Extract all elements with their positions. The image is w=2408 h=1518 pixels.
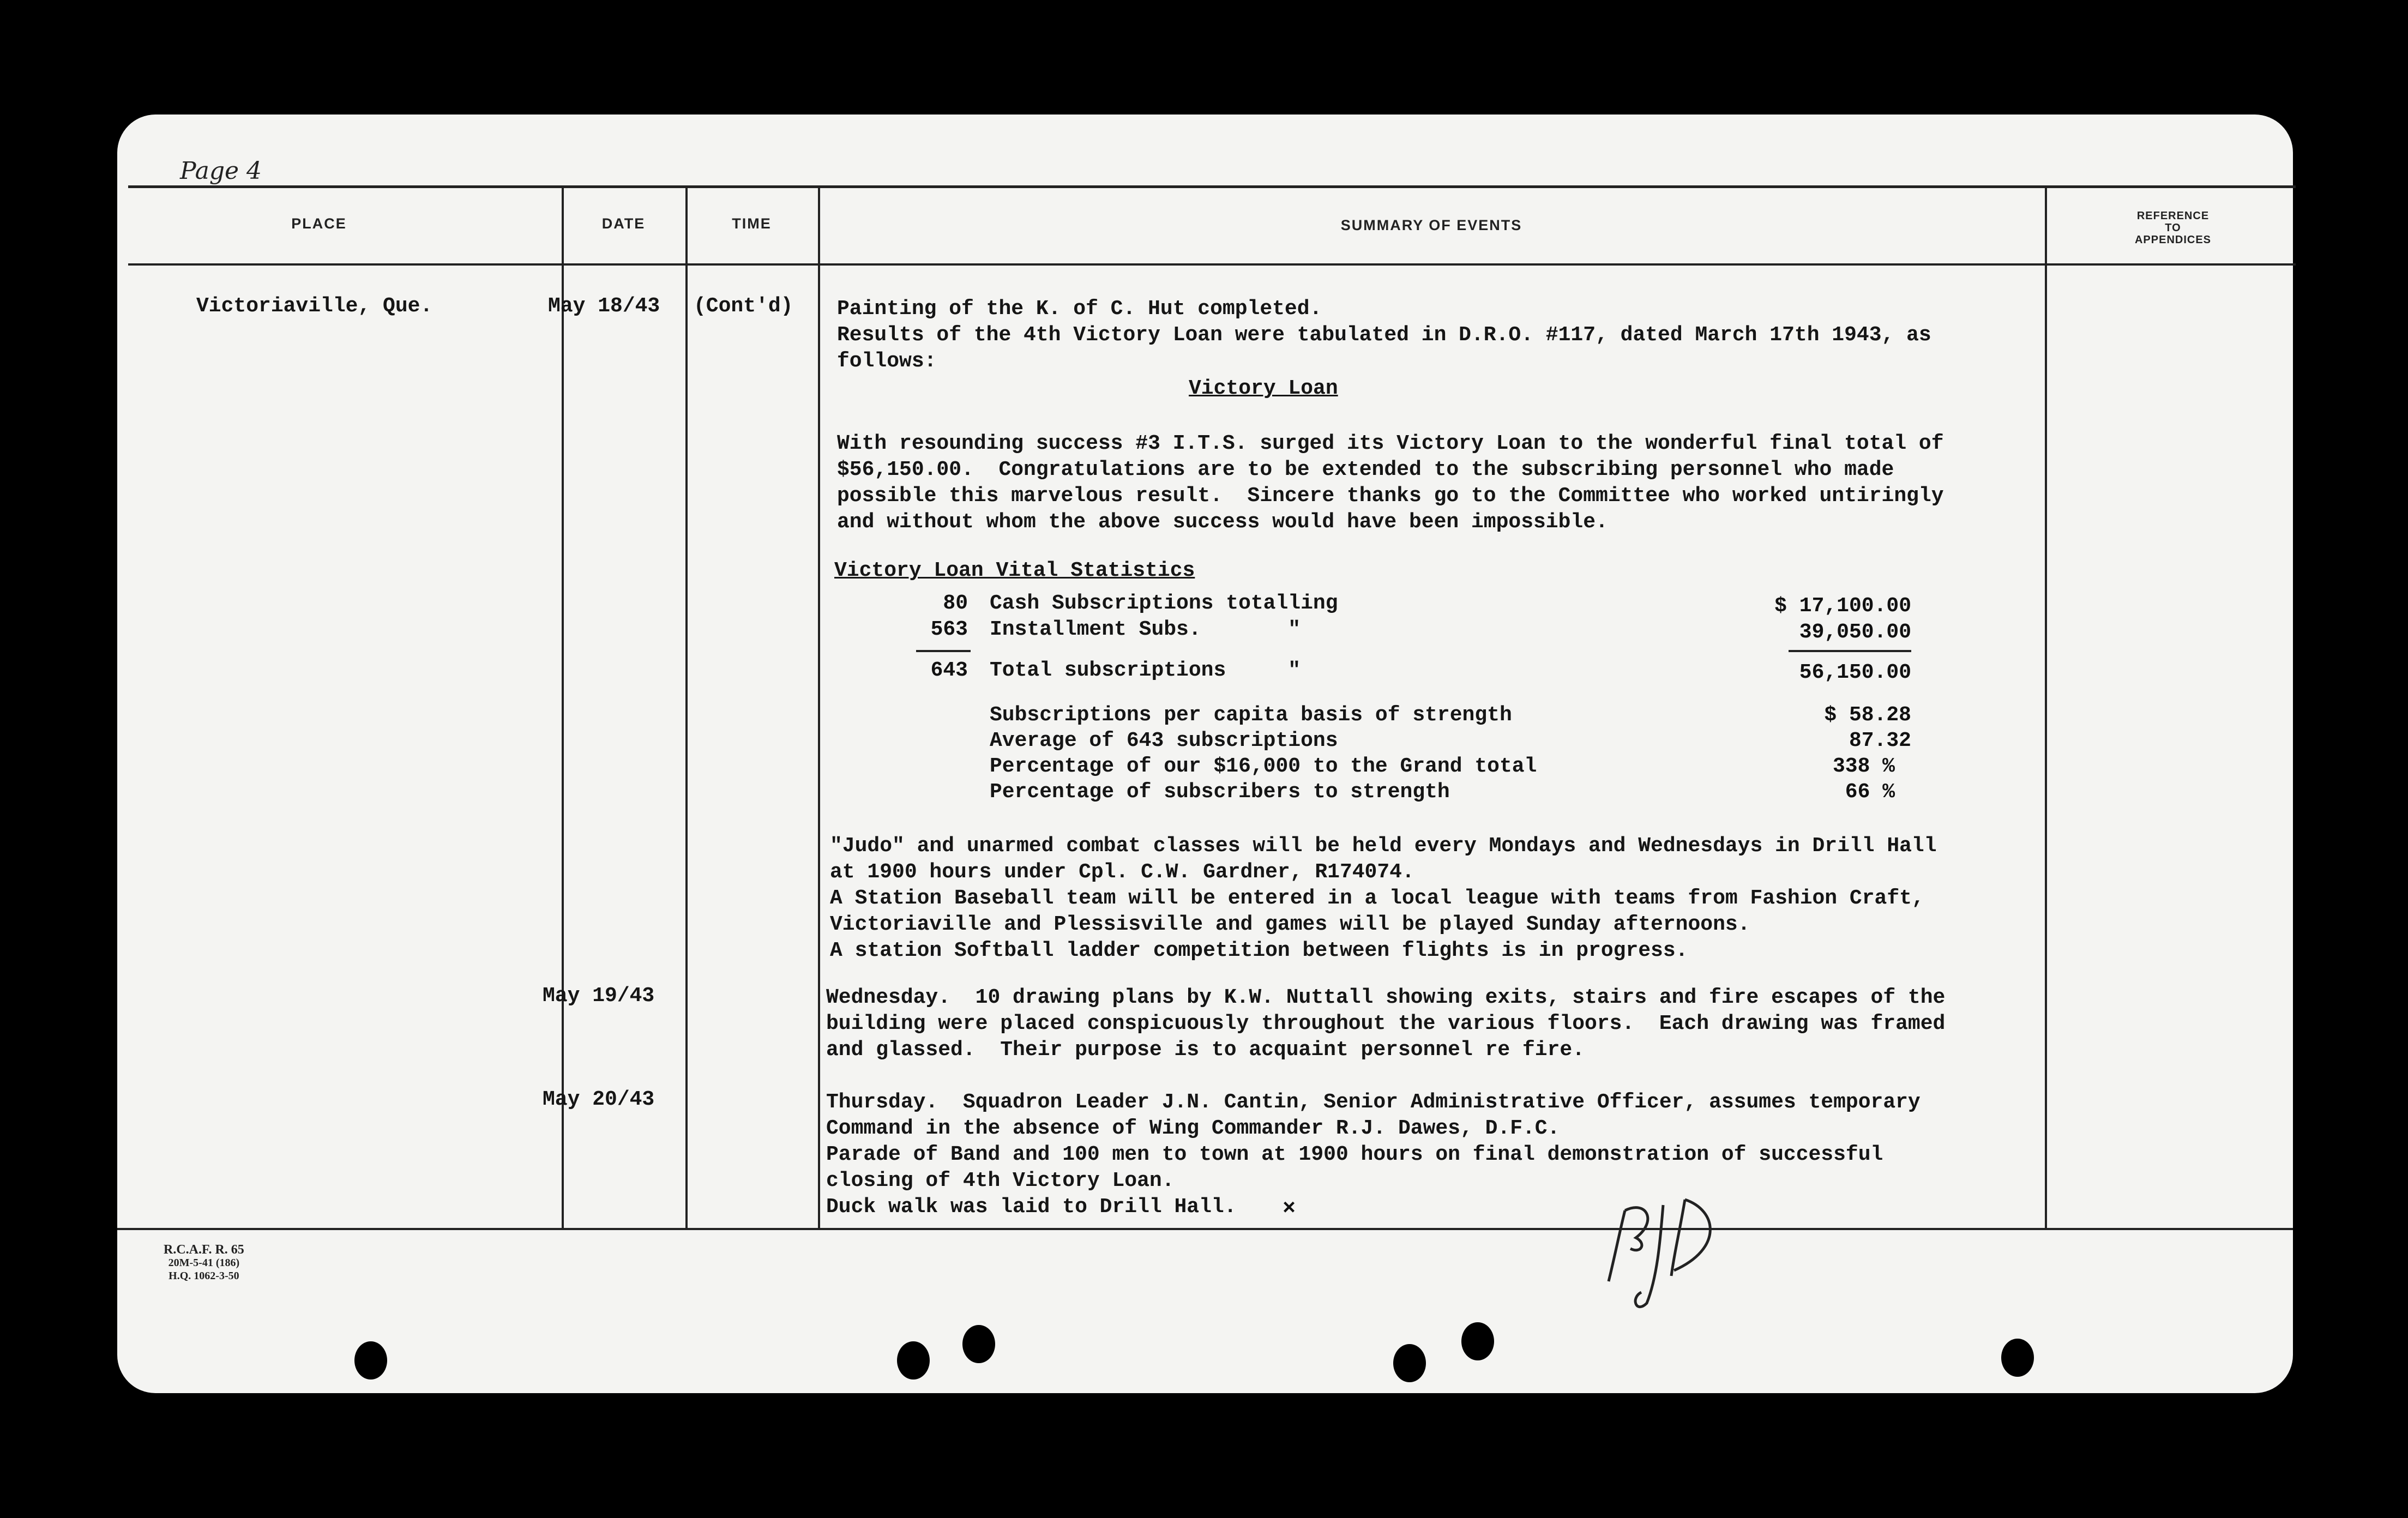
column-divider-summary xyxy=(2045,188,2047,1230)
summary-line: Command in the absence of Wing Commander R.J. Dawes, D.F.C. xyxy=(826,1117,1560,1140)
place-cell: Victoriaville, Que. xyxy=(196,294,433,318)
header-reference-line-1: REFERENCE xyxy=(2136,210,2210,222)
stat-amount: $ 58.28 xyxy=(1824,703,1911,727)
stat-amount: 56,150.00 xyxy=(1799,661,1911,684)
form-number: R.C.A.F. R. 65 xyxy=(164,1243,244,1257)
header-rule xyxy=(128,263,2296,266)
punch-hole xyxy=(1461,1322,1494,1360)
summary-line: Thursday. Squadron Leader J.N. Cantin, Senior Administrative Officer, assumes temporary xyxy=(826,1091,1921,1114)
annotation-mark: × xyxy=(1283,1197,1296,1221)
amount-sum-rule xyxy=(1789,650,1911,652)
summary-line: Results of the 4th Victory Loan were tabulated in D.R.O. #117, dated March 17th 1943, as xyxy=(837,323,1931,347)
column-divider-date xyxy=(685,188,688,1230)
stat-label: Installment Subs. " xyxy=(990,618,1301,641)
summary-line: possible this marvelous result. Sincere thanks go to the Committee who worked untiringly xyxy=(837,484,1944,508)
summary-line: A Station Baseball team will be entered in a local league with teams from Fashion Craft, xyxy=(830,887,1924,910)
summary-line: Parade of Band and 100 men to town at 1900 hours on final demonstration of successful xyxy=(826,1143,1883,1166)
header-place: PLACE xyxy=(291,215,347,232)
punch-hole xyxy=(2001,1339,2034,1377)
stat-label: Average of 643 subscriptions xyxy=(990,729,1338,752)
stat-amount: 87.32 xyxy=(1849,729,1911,752)
column-divider-place xyxy=(562,188,564,1230)
stat-amount: 66 % xyxy=(1845,780,1895,804)
header-summary: SUMMARY OF EVENTS xyxy=(1340,217,1522,233)
stat-amount: 338 % xyxy=(1832,755,1895,778)
bottom-rule xyxy=(117,1228,2293,1230)
victory-loan-title: Victory Loan xyxy=(1189,377,1338,400)
stat-count: 80 xyxy=(943,592,968,615)
punch-hole xyxy=(962,1325,995,1363)
vital-statistics-title: Victory Loan Vital Statistics xyxy=(834,559,1195,582)
punch-hole xyxy=(354,1341,387,1380)
summary-line: building were placed conspicuously throughout the various floors. Each drawing was framed xyxy=(826,1012,1946,1035)
form-identifier xyxy=(164,1243,244,1282)
form-hq-code: H.Q. 1062-3-50 xyxy=(168,1270,239,1282)
form-print-code: 20M-5-41 (186) xyxy=(168,1257,240,1269)
summary-line: "Judo" and unarmed combat classes will be held every Mondays and Wednesdays in Drill Hall xyxy=(830,834,1937,858)
date-cell-may18: May 18/43 xyxy=(548,294,660,318)
page-label: Page 4 xyxy=(180,157,262,185)
summary-line: Painting of the K. of C. Hut completed. xyxy=(837,297,1322,321)
date-cell-may19: May 19/43 xyxy=(543,984,655,1008)
header-date: DATE xyxy=(601,215,646,232)
summary-line: $56,150.00. Congratulations are to be extended to the subscribing personnel who made xyxy=(837,458,1894,481)
summary-line: A station Softball ladder competition between flights is in progress. xyxy=(830,939,1688,962)
column-divider-time xyxy=(818,188,820,1230)
summary-line: With resounding success #3 I.T.S. surged its Victory Loan to the wonderful final total of xyxy=(837,432,1944,455)
stat-count: 643 xyxy=(930,659,968,682)
date-cell-may20: May 20/43 xyxy=(543,1088,655,1111)
summary-line: at 1900 hours under Cpl. C.W. Gardner, R174074. xyxy=(830,860,1414,884)
signature-initials xyxy=(1603,1189,1734,1314)
stat-label: Percentage of subscribers to strength xyxy=(990,780,1450,804)
summary-line: Duck walk was laid to Drill Hall. xyxy=(826,1195,1237,1219)
summary-line: closing of 4th Victory Loan. xyxy=(826,1169,1175,1192)
stat-amount: 39,050.00 xyxy=(1799,621,1911,644)
stat-count: 563 xyxy=(930,618,968,641)
header-time: TIME xyxy=(732,215,772,232)
summary-line: Victoriaville and Plessisville and games will be played Sunday afternoons. xyxy=(830,913,1750,936)
summary-line: and without whom the above success would have been impossible. xyxy=(837,510,1608,534)
punch-hole xyxy=(1393,1344,1426,1382)
stat-amount: $ 17,100.00 xyxy=(1774,594,1911,618)
header-reference-line-3: APPENDICES xyxy=(2134,234,2212,246)
summary-line: follows: xyxy=(837,350,937,373)
stat-label: Percentage of our $16,000 to the Grand total xyxy=(990,755,1537,778)
stat-label: Total subscriptions " xyxy=(990,659,1301,682)
header-reference-line-2: TO xyxy=(2165,222,2181,234)
header-reference xyxy=(2050,210,2296,246)
time-cell: (Cont'd) xyxy=(694,294,793,318)
top-rule xyxy=(128,185,2296,188)
summary-line: Wednesday. 10 drawing plans by K.W. Nuttall showing exits, stairs and fire escapes of the xyxy=(826,986,1946,1009)
count-sum-rule xyxy=(916,650,971,652)
stat-label: Cash Subscriptions totalling xyxy=(990,592,1338,615)
stat-label: Subscriptions per capita basis of strength xyxy=(990,703,1512,727)
summary-line: and glassed. Their purpose is to acquaint personnel re fire. xyxy=(826,1038,1585,1062)
punch-hole xyxy=(897,1341,930,1380)
